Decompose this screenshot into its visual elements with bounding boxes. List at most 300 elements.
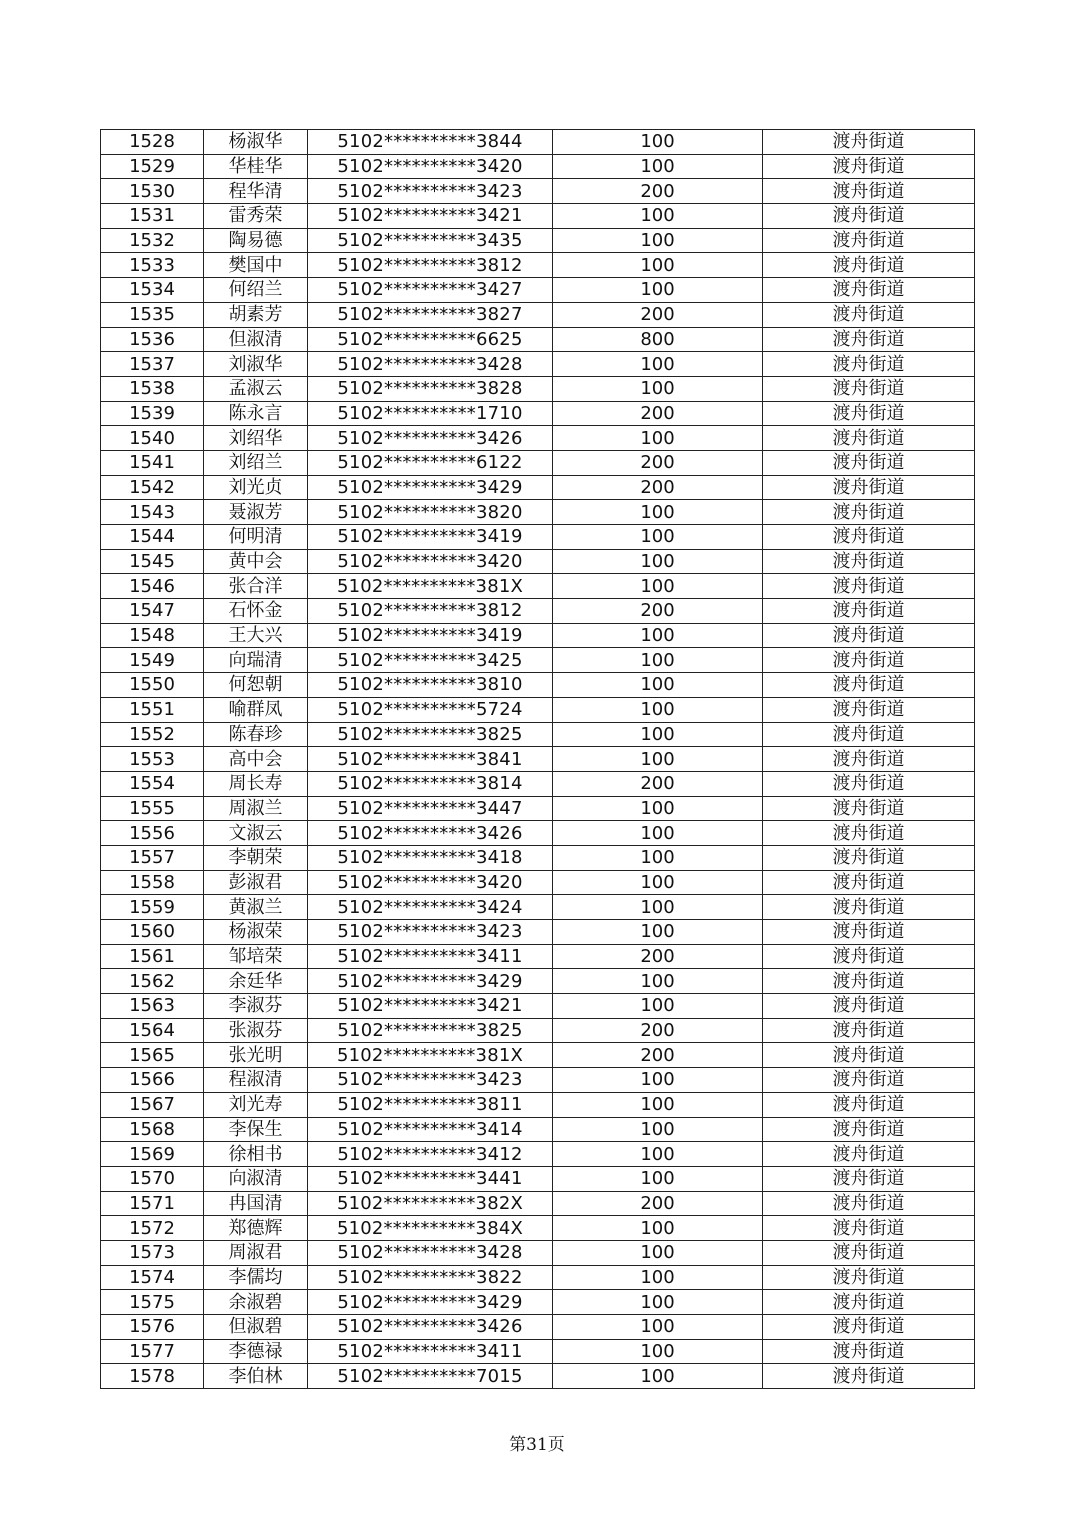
id-number-cell: 5102**********7015 [308, 1364, 553, 1389]
amount-cell: 200 [553, 1043, 763, 1068]
table-row [101, 1043, 975, 1068]
table-row [101, 648, 975, 673]
table-row [101, 870, 975, 895]
id-number-cell: 5102**********3825 [308, 1018, 553, 1043]
row-number-cell: 1554 [101, 771, 204, 796]
id-number-cell: 5102**********3414 [308, 1117, 553, 1142]
street-cell: 渡舟街道 [763, 1117, 975, 1142]
table-row [101, 302, 975, 327]
amount-cell: 100 [553, 525, 763, 550]
id-number-cell: 5102**********6122 [308, 450, 553, 475]
table-row [101, 1290, 975, 1315]
amount-cell: 800 [553, 327, 763, 352]
name-cell: 黄淑兰 [204, 895, 308, 920]
id-number-cell: 5102**********3421 [308, 994, 553, 1019]
table-row [101, 352, 975, 377]
name-cell: 何绍兰 [204, 278, 308, 303]
row-number-cell: 1529 [101, 154, 204, 179]
name-cell: 余淑碧 [204, 1290, 308, 1315]
amount-cell: 100 [553, 549, 763, 574]
row-number-cell: 1568 [101, 1117, 204, 1142]
amount-cell: 100 [553, 1339, 763, 1364]
street-cell: 渡舟街道 [763, 278, 975, 303]
table-row [101, 1018, 975, 1043]
table-row [101, 574, 975, 599]
id-number-cell: 5102**********3810 [308, 673, 553, 698]
id-number-cell: 5102**********3844 [308, 130, 553, 155]
row-number-cell: 1567 [101, 1092, 204, 1117]
table-row [101, 1216, 975, 1241]
name-cell: 刘光寿 [204, 1092, 308, 1117]
table-row [101, 920, 975, 945]
table-row [101, 821, 975, 846]
name-cell: 胡素芳 [204, 302, 308, 327]
name-cell: 但淑碧 [204, 1315, 308, 1340]
row-number-cell: 1552 [101, 722, 204, 747]
row-number-cell: 1565 [101, 1043, 204, 1068]
amount-cell: 100 [553, 722, 763, 747]
street-cell: 渡舟街道 [763, 500, 975, 525]
id-number-cell: 5102**********3428 [308, 352, 553, 377]
street-cell: 渡舟街道 [763, 130, 975, 155]
street-cell: 渡舟街道 [763, 426, 975, 451]
id-number-cell: 5102**********3441 [308, 1166, 553, 1191]
row-number-cell: 1553 [101, 747, 204, 772]
name-cell: 向瑞清 [204, 648, 308, 673]
row-number-cell: 1536 [101, 327, 204, 352]
amount-cell: 100 [553, 204, 763, 229]
street-cell: 渡舟街道 [763, 450, 975, 475]
table-row [101, 722, 975, 747]
table-row [101, 179, 975, 204]
table-row [101, 599, 975, 624]
row-number-cell: 1540 [101, 426, 204, 451]
amount-cell: 200 [553, 1018, 763, 1043]
row-number-cell: 1532 [101, 228, 204, 253]
row-number-cell: 1576 [101, 1315, 204, 1340]
street-cell: 渡舟街道 [763, 722, 975, 747]
table-row [101, 204, 975, 229]
amount-cell: 100 [553, 1265, 763, 1290]
street-cell: 渡舟街道 [763, 673, 975, 698]
amount-cell: 100 [553, 1315, 763, 1340]
amount-cell: 100 [553, 821, 763, 846]
amount-cell: 200 [553, 302, 763, 327]
id-number-cell: 5102**********5724 [308, 697, 553, 722]
name-cell: 黄中会 [204, 549, 308, 574]
name-cell: 张光明 [204, 1043, 308, 1068]
table-row [101, 796, 975, 821]
amount-cell: 100 [553, 747, 763, 772]
row-number-cell: 1544 [101, 525, 204, 550]
street-cell: 渡舟街道 [763, 228, 975, 253]
amount-cell: 100 [553, 426, 763, 451]
street-cell: 渡舟街道 [763, 1166, 975, 1191]
street-cell: 渡舟街道 [763, 1018, 975, 1043]
amount-cell: 100 [553, 253, 763, 278]
amount-cell: 200 [553, 401, 763, 426]
table-row [101, 994, 975, 1019]
name-cell: 邹培荣 [204, 944, 308, 969]
name-cell: 华桂华 [204, 154, 308, 179]
name-cell: 刘光贞 [204, 475, 308, 500]
name-cell: 杨淑荣 [204, 920, 308, 945]
row-number-cell: 1572 [101, 1216, 204, 1241]
street-cell: 渡舟街道 [763, 352, 975, 377]
amount-cell: 200 [553, 475, 763, 500]
table-row [101, 747, 975, 772]
row-number-cell: 1539 [101, 401, 204, 426]
amount-cell: 100 [553, 154, 763, 179]
row-number-cell: 1537 [101, 352, 204, 377]
row-number-cell: 1546 [101, 574, 204, 599]
row-number-cell: 1559 [101, 895, 204, 920]
street-cell: 渡舟街道 [763, 796, 975, 821]
row-number-cell: 1578 [101, 1364, 204, 1389]
row-number-cell: 1548 [101, 623, 204, 648]
table-row [101, 1191, 975, 1216]
amount-cell: 100 [553, 845, 763, 870]
table-row [101, 376, 975, 401]
page-number: 第31页 [509, 1435, 565, 1455]
amount-cell: 100 [553, 920, 763, 945]
street-cell: 渡舟街道 [763, 475, 975, 500]
name-cell: 程淑清 [204, 1068, 308, 1093]
street-cell: 渡舟街道 [763, 179, 975, 204]
name-cell: 高中会 [204, 747, 308, 772]
table-row [101, 327, 975, 352]
amount-cell: 100 [553, 870, 763, 895]
table-row [101, 969, 975, 994]
id-number-cell: 5102**********3425 [308, 648, 553, 673]
street-cell: 渡舟街道 [763, 994, 975, 1019]
row-number-cell: 1557 [101, 845, 204, 870]
street-cell: 渡舟街道 [763, 549, 975, 574]
name-cell: 喻群凤 [204, 697, 308, 722]
street-cell: 渡舟街道 [763, 1216, 975, 1241]
row-number-cell: 1533 [101, 253, 204, 278]
street-cell: 渡舟街道 [763, 1315, 975, 1340]
name-cell: 余廷华 [204, 969, 308, 994]
name-cell: 周淑兰 [204, 796, 308, 821]
street-cell: 渡舟街道 [763, 821, 975, 846]
amount-cell: 100 [553, 130, 763, 155]
street-cell: 渡舟街道 [763, 1092, 975, 1117]
name-cell: 刘绍华 [204, 426, 308, 451]
id-number-cell: 5102**********3841 [308, 747, 553, 772]
row-number-cell: 1556 [101, 821, 204, 846]
id-number-cell: 5102**********3423 [308, 920, 553, 945]
table-row [101, 1315, 975, 1340]
name-cell: 彭淑君 [204, 870, 308, 895]
table-row [101, 426, 975, 451]
row-number-cell: 1547 [101, 599, 204, 624]
row-number-cell: 1564 [101, 1018, 204, 1043]
table-row [101, 673, 975, 698]
amount-cell: 100 [553, 352, 763, 377]
id-number-cell: 5102**********3812 [308, 253, 553, 278]
table-row [101, 228, 975, 253]
name-cell: 王大兴 [204, 623, 308, 648]
street-cell: 渡舟街道 [763, 204, 975, 229]
name-cell: 李伯林 [204, 1364, 308, 1389]
name-cell: 李淑芬 [204, 994, 308, 1019]
table-row [101, 771, 975, 796]
street-cell: 渡舟街道 [763, 771, 975, 796]
street-cell: 渡舟街道 [763, 895, 975, 920]
name-cell: 李儒均 [204, 1265, 308, 1290]
table-row [101, 549, 975, 574]
amount-cell: 100 [553, 1290, 763, 1315]
street-cell: 渡舟街道 [763, 697, 975, 722]
amount-cell: 100 [553, 648, 763, 673]
table-row [101, 475, 975, 500]
name-cell: 刘淑华 [204, 352, 308, 377]
row-number-cell: 1560 [101, 920, 204, 945]
name-cell: 樊国中 [204, 253, 308, 278]
id-number-cell: 5102**********3435 [308, 228, 553, 253]
id-number-cell: 5102**********382X [308, 1191, 553, 1216]
id-number-cell: 5102**********3429 [308, 1290, 553, 1315]
table-row [101, 1117, 975, 1142]
amount-cell: 100 [553, 969, 763, 994]
name-cell: 向淑清 [204, 1166, 308, 1191]
amount-cell: 100 [553, 1166, 763, 1191]
row-number-cell: 1575 [101, 1290, 204, 1315]
amount-cell: 100 [553, 1216, 763, 1241]
street-cell: 渡舟街道 [763, 1339, 975, 1364]
row-number-cell: 1574 [101, 1265, 204, 1290]
amount-cell: 200 [553, 771, 763, 796]
name-cell: 但淑清 [204, 327, 308, 352]
street-cell: 渡舟街道 [763, 376, 975, 401]
table-row [101, 450, 975, 475]
row-number-cell: 1541 [101, 450, 204, 475]
street-cell: 渡舟街道 [763, 1142, 975, 1167]
table-row [101, 253, 975, 278]
street-cell: 渡舟街道 [763, 1265, 975, 1290]
amount-cell: 100 [553, 1117, 763, 1142]
street-cell: 渡舟街道 [763, 1043, 975, 1068]
street-cell: 渡舟街道 [763, 599, 975, 624]
id-number-cell: 5102**********3426 [308, 1315, 553, 1340]
name-cell: 周淑君 [204, 1240, 308, 1265]
id-number-cell: 5102**********3420 [308, 870, 553, 895]
name-cell: 何明清 [204, 525, 308, 550]
name-cell: 李保生 [204, 1117, 308, 1142]
street-cell: 渡舟街道 [763, 920, 975, 945]
name-cell: 石怀金 [204, 599, 308, 624]
id-number-cell: 5102**********3420 [308, 549, 553, 574]
street-cell: 渡舟街道 [763, 870, 975, 895]
id-number-cell: 5102**********3412 [308, 1142, 553, 1167]
table-row [101, 944, 975, 969]
amount-cell: 200 [553, 1191, 763, 1216]
table-row [101, 1265, 975, 1290]
table-row [101, 697, 975, 722]
amount-cell: 100 [553, 796, 763, 821]
street-cell: 渡舟街道 [763, 1191, 975, 1216]
amount-cell: 200 [553, 450, 763, 475]
table-row [101, 1240, 975, 1265]
id-number-cell: 5102**********3424 [308, 895, 553, 920]
id-number-cell: 5102**********3811 [308, 1092, 553, 1117]
name-cell: 聂淑芳 [204, 500, 308, 525]
street-cell: 渡舟街道 [763, 327, 975, 352]
id-number-cell: 5102**********3419 [308, 623, 553, 648]
table-row [101, 525, 975, 550]
row-number-cell: 1535 [101, 302, 204, 327]
id-number-cell: 5102**********381X [308, 574, 553, 599]
row-number-cell: 1528 [101, 130, 204, 155]
row-number-cell: 1543 [101, 500, 204, 525]
row-number-cell: 1558 [101, 870, 204, 895]
amount-cell: 100 [553, 697, 763, 722]
id-number-cell: 5102**********384X [308, 1216, 553, 1241]
row-number-cell: 1531 [101, 204, 204, 229]
id-number-cell: 5102**********3411 [308, 944, 553, 969]
amount-cell: 100 [553, 500, 763, 525]
amount-cell: 100 [553, 574, 763, 599]
street-cell: 渡舟街道 [763, 253, 975, 278]
street-cell: 渡舟街道 [763, 302, 975, 327]
id-number-cell: 5102**********3411 [308, 1339, 553, 1364]
name-cell: 孟淑云 [204, 376, 308, 401]
id-number-cell: 5102**********3812 [308, 599, 553, 624]
row-number-cell: 1555 [101, 796, 204, 821]
table-row [101, 1339, 975, 1364]
table-row [101, 1142, 975, 1167]
street-cell: 渡舟街道 [763, 154, 975, 179]
id-number-cell: 5102**********3828 [308, 376, 553, 401]
name-cell: 杨淑华 [204, 130, 308, 155]
row-number-cell: 1542 [101, 475, 204, 500]
name-cell: 程华清 [204, 179, 308, 204]
row-number-cell: 1577 [101, 1339, 204, 1364]
id-number-cell: 5102**********3421 [308, 204, 553, 229]
table-row [101, 895, 975, 920]
amount-cell: 100 [553, 228, 763, 253]
row-number-cell: 1563 [101, 994, 204, 1019]
street-cell: 渡舟街道 [763, 1068, 975, 1093]
name-cell: 刘绍兰 [204, 450, 308, 475]
amount-cell: 100 [553, 376, 763, 401]
id-number-cell: 5102**********3420 [308, 154, 553, 179]
amount-cell: 200 [553, 179, 763, 204]
table-row [101, 1092, 975, 1117]
amount-cell: 100 [553, 278, 763, 303]
name-cell: 陈永言 [204, 401, 308, 426]
amount-cell: 100 [553, 1240, 763, 1265]
id-number-cell: 5102**********3427 [308, 278, 553, 303]
street-cell: 渡舟街道 [763, 845, 975, 870]
amount-cell: 100 [553, 1142, 763, 1167]
name-cell: 李朝荣 [204, 845, 308, 870]
amount-cell: 100 [553, 1092, 763, 1117]
amount-cell: 100 [553, 1364, 763, 1389]
amount-cell: 200 [553, 944, 763, 969]
table-row [101, 401, 975, 426]
id-number-cell: 5102**********6625 [308, 327, 553, 352]
table-row [101, 500, 975, 525]
amount-cell: 100 [553, 623, 763, 648]
row-number-cell: 1551 [101, 697, 204, 722]
table-row [101, 154, 975, 179]
street-cell: 渡舟街道 [763, 944, 975, 969]
id-number-cell: 5102**********3423 [308, 179, 553, 204]
name-cell: 雷秀荣 [204, 204, 308, 229]
id-number-cell: 5102**********3419 [308, 525, 553, 550]
id-number-cell: 5102**********3423 [308, 1068, 553, 1093]
name-cell: 徐相书 [204, 1142, 308, 1167]
amount-cell: 100 [553, 994, 763, 1019]
row-number-cell: 1571 [101, 1191, 204, 1216]
name-cell: 陶易德 [204, 228, 308, 253]
row-number-cell: 1530 [101, 179, 204, 204]
name-cell: 陈春珍 [204, 722, 308, 747]
street-cell: 渡舟街道 [763, 648, 975, 673]
record-table-body [101, 130, 975, 1389]
id-number-cell: 5102**********3426 [308, 821, 553, 846]
street-cell: 渡舟街道 [763, 574, 975, 599]
id-number-cell: 5102**********3814 [308, 771, 553, 796]
table-row [101, 1364, 975, 1389]
id-number-cell: 5102**********3418 [308, 845, 553, 870]
id-number-cell: 5102**********3426 [308, 426, 553, 451]
name-cell: 李德禄 [204, 1339, 308, 1364]
table-row [101, 278, 975, 303]
row-number-cell: 1550 [101, 673, 204, 698]
street-cell: 渡舟街道 [763, 969, 975, 994]
row-number-cell: 1538 [101, 376, 204, 401]
table-row [101, 1068, 975, 1093]
table-row [101, 1166, 975, 1191]
name-cell: 何恕朝 [204, 673, 308, 698]
id-number-cell: 5102**********3820 [308, 500, 553, 525]
name-cell: 文淑云 [204, 821, 308, 846]
name-cell: 郑德辉 [204, 1216, 308, 1241]
street-cell: 渡舟街道 [763, 1364, 975, 1389]
name-cell: 周长寿 [204, 771, 308, 796]
id-number-cell: 5102**********3428 [308, 1240, 553, 1265]
record-table [100, 129, 975, 1389]
name-cell: 张淑芬 [204, 1018, 308, 1043]
street-cell: 渡舟街道 [763, 747, 975, 772]
id-number-cell: 5102**********3827 [308, 302, 553, 327]
row-number-cell: 1545 [101, 549, 204, 574]
row-number-cell: 1573 [101, 1240, 204, 1265]
street-cell: 渡舟街道 [763, 1240, 975, 1265]
id-number-cell: 5102**********381X [308, 1043, 553, 1068]
amount-cell: 100 [553, 895, 763, 920]
row-number-cell: 1562 [101, 969, 204, 994]
id-number-cell: 5102**********3429 [308, 969, 553, 994]
amount-cell: 100 [553, 673, 763, 698]
street-cell: 渡舟街道 [763, 1290, 975, 1315]
amount-cell: 200 [553, 599, 763, 624]
row-number-cell: 1561 [101, 944, 204, 969]
row-number-cell: 1534 [101, 278, 204, 303]
row-number-cell: 1549 [101, 648, 204, 673]
table-row [101, 845, 975, 870]
id-number-cell: 5102**********3447 [308, 796, 553, 821]
street-cell: 渡舟街道 [763, 623, 975, 648]
name-cell: 冉国清 [204, 1191, 308, 1216]
street-cell: 渡舟街道 [763, 401, 975, 426]
id-number-cell: 5102**********3825 [308, 722, 553, 747]
row-number-cell: 1566 [101, 1068, 204, 1093]
row-number-cell: 1569 [101, 1142, 204, 1167]
